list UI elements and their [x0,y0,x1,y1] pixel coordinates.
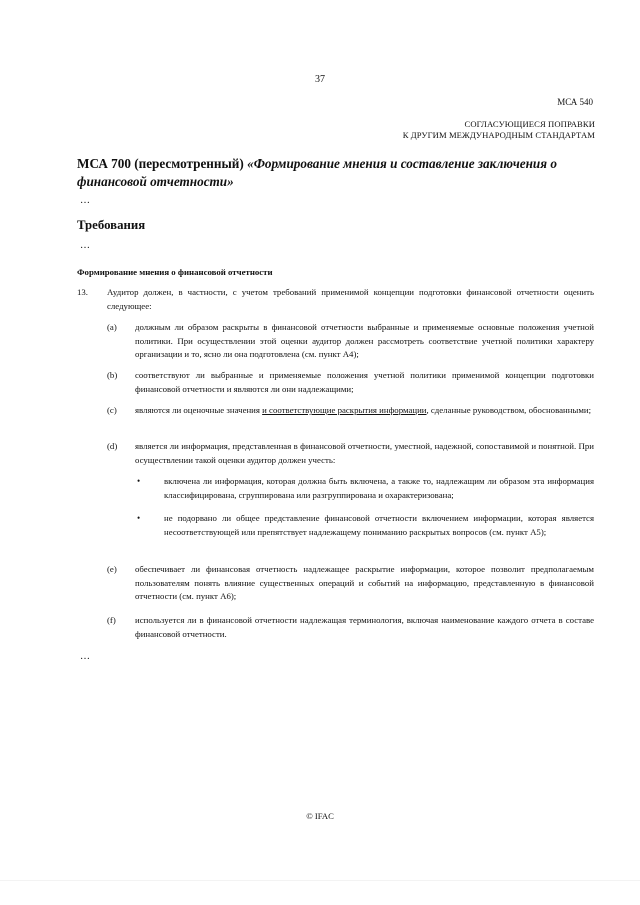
title-standard: МСА 700 (пересмотренный) [77,156,248,171]
page-number: 37 [315,74,325,85]
item-label-b: (b) [107,370,118,380]
item-label-c: (c) [107,405,117,415]
standard-code: МСА 540 [557,97,593,107]
bullet-2-mark: • [137,513,141,523]
item-text-a: должным ли образом раскрыты в финансовой отчетности выбранные и применяемые основные положения учетной политики. При осуществлении этой оценки аудитор должен рассмотреть соответствие учетной политики характеру организации и то, ясно ли она подготовлена (см. пункт A4); [135,322,594,360]
ellipsis-1: … [80,195,91,206]
item-text-c [135,404,594,418]
running-header-line-2: К ДРУГИМ МЕЖДУНАРОДНЫМ СТАНДАРТАМ [402,130,595,140]
paragraph-number: 13. [77,287,88,297]
copyright-footer: © IFAC [306,811,334,821]
running-header [403,119,595,141]
document-title [77,155,577,190]
item-label-e: (e) [107,564,117,574]
ellipsis-3: … [80,651,91,662]
item-label-a: (a) [107,322,117,332]
paragraph-13-text: Аудитор должен, в частности, с учетом требований применимой концепции подготовки финансовой отчетности оценить следующее: [107,287,594,311]
title-name: «Формирование мнения и составление заключения о финансовой отчетности» [77,156,557,189]
subheading: Формирование мнения о финансовой отчетности [77,267,273,277]
item-c-underlined: и соответствующие раскрытия информации [262,405,427,415]
item-text-e: обеспечивает ли финансовая отчетность надлежащее раскрытие информации, которое позволит предполагаемым пользователям понять влияние существенных операций и событий на информацию, представленную в финансовой отчетности (см. пункт A6); [135,564,594,602]
item-text-d: является ли информация, представленная в финансовой отчетности, уместной, надежной, сопоставимой и понятной. При осуществлении такой оценки аудитор должен учесть: [135,441,594,465]
running-header-line-1: СОГЛАСУЮЩИЕСЯ ПОПРАВКИ [464,119,595,129]
bullet-1-mark: • [137,476,141,486]
section-heading: Требования [77,218,146,232]
item-label-d: (d) [107,441,118,451]
scan-edge [0,880,640,881]
item-text-b: соответствуют ли выбранные и применяемые положения учетной политики применимой концепции подготовки финансовой отчетности и являются ли они надлежащими; [135,370,594,394]
item-text-f: используется ли в финансовой отчетности надлежащая терминология, включая наименование каждого отчета в составе финансовой отчетности. [135,615,594,639]
item-label-f: (f) [107,615,116,625]
bullet-1-text: включена ли информация, которая должна быть включена, а также то, надлежащим ли образом эта информация классифицирована, сгруппирована или разгруппирована и охарактеризована; [164,476,594,500]
item-c-text-2: , сделанные руководством, обоснованными; [426,405,592,415]
bullet-2-text: не подорвано ли общее представление финансовой отчетности включением информации, которая является несоответствующей или препятствует надлежащему пониманию раскрытых вопросов (см. пункт A5); [164,513,594,537]
ellipsis-2: … [80,240,91,251]
item-c-text-1: являются ли оценочные значения [135,405,263,415]
